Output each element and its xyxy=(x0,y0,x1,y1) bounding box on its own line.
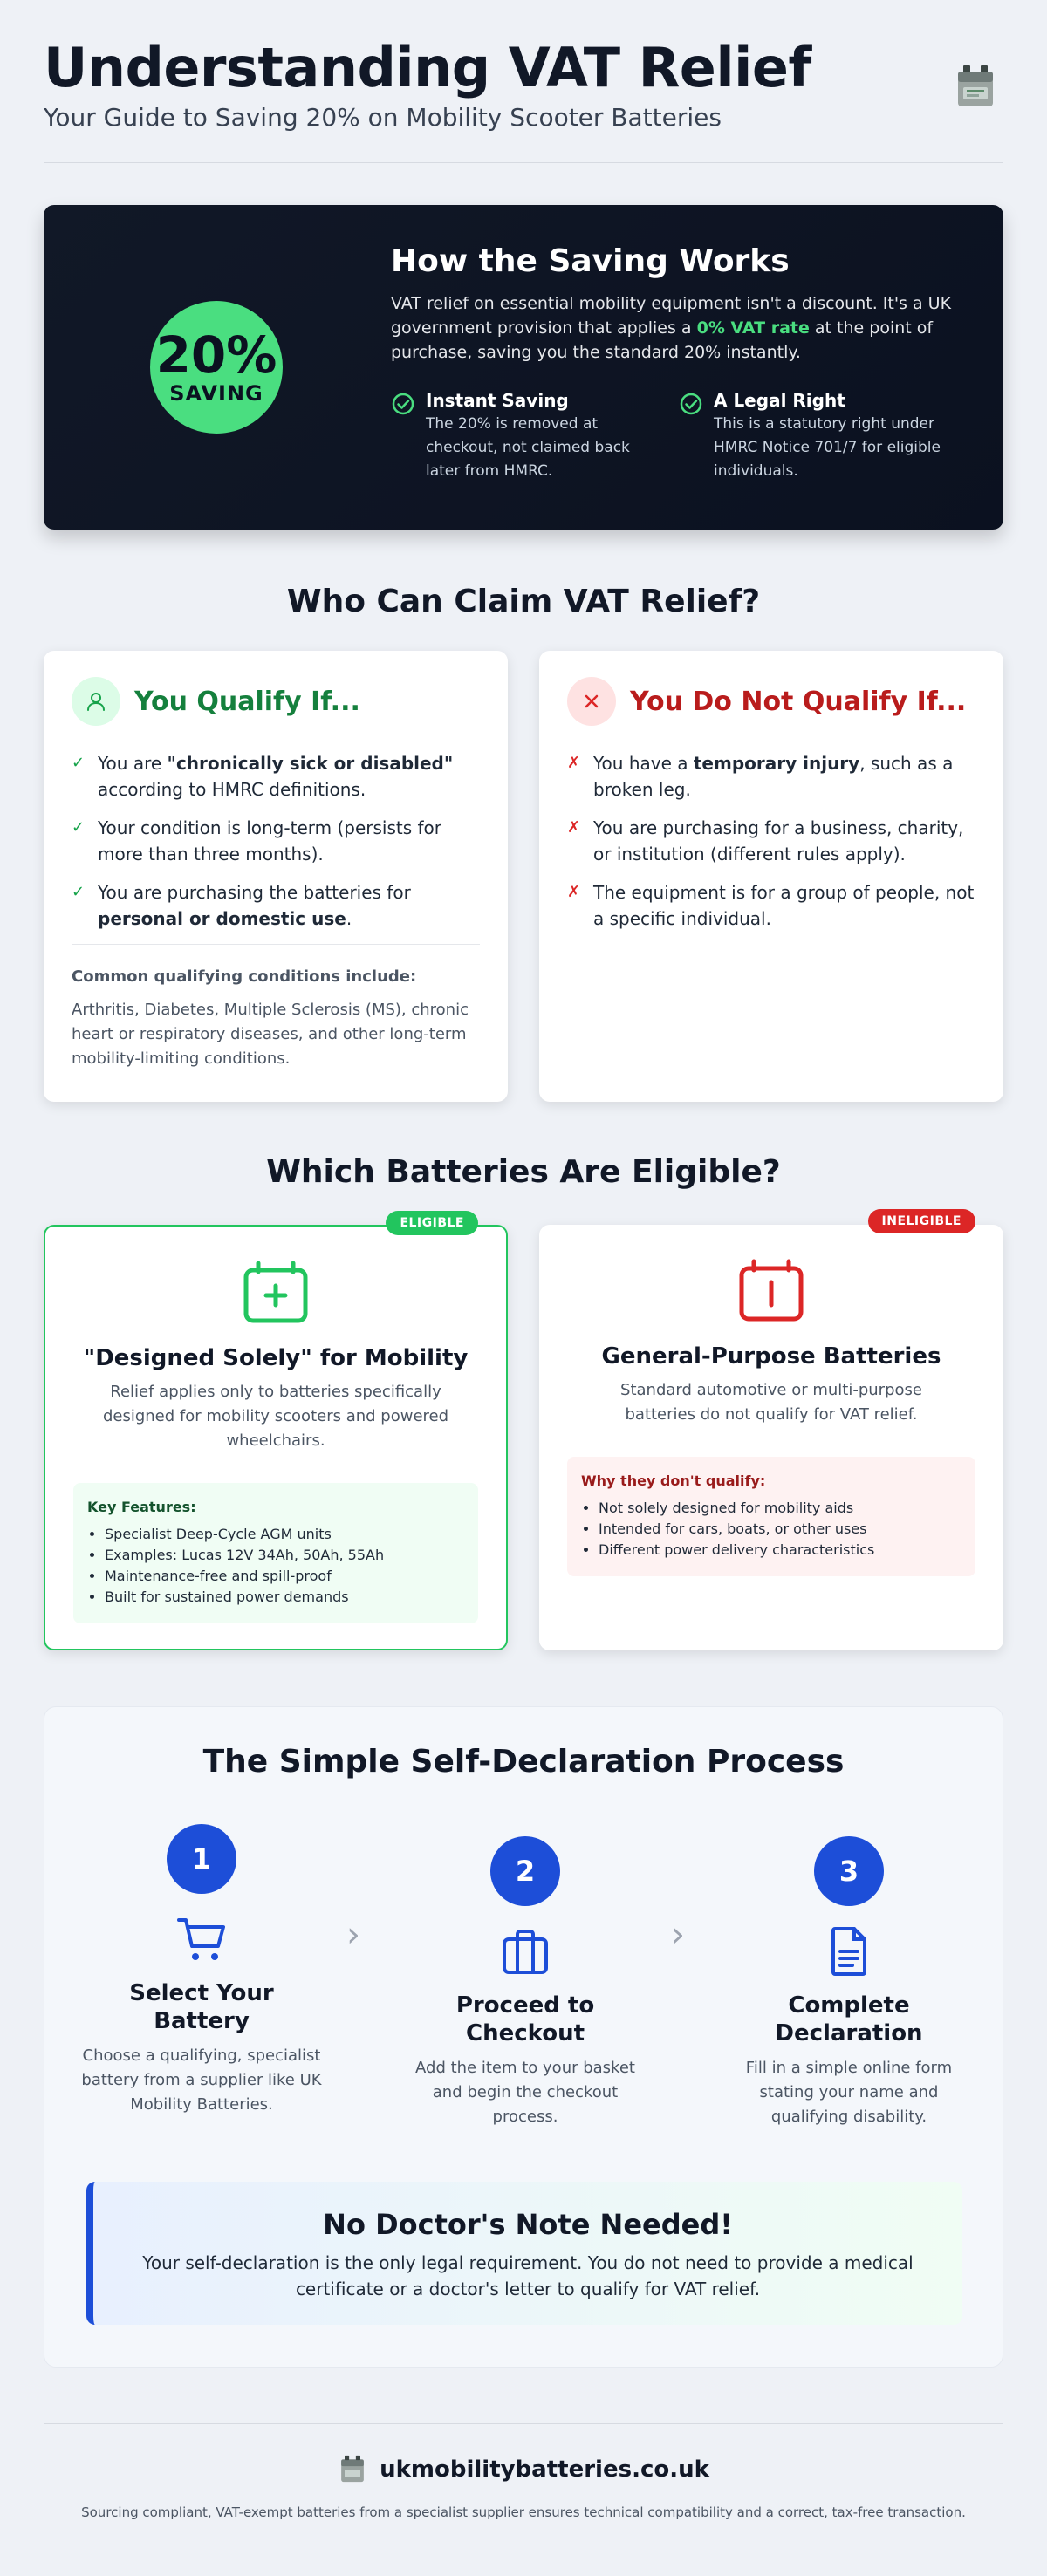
not-qualify-item-text-end: , such as a broken leg. xyxy=(593,753,954,800)
qualify-item-text-end: . xyxy=(346,908,352,929)
battery-logo-icon xyxy=(953,63,998,112)
hero-point-text: This is a statutory right under HMRC Notice 701/7 for eligible individuals. xyxy=(714,415,941,480)
note-title: No Doctor's Note Needed! xyxy=(323,2208,733,2241)
list-item xyxy=(567,879,975,932)
conditions-section xyxy=(72,944,480,1071)
hero-body-end: at the point of purchase, saving you the standard 20% instantly. xyxy=(391,318,934,362)
hero-point-legal xyxy=(679,390,967,483)
step-title: Proceed to Checkout xyxy=(455,1992,595,2046)
check-circle-icon xyxy=(391,392,415,416)
document-icon xyxy=(821,1923,877,1979)
vat-rate-highlight: 0% VAT rate xyxy=(696,318,810,338)
ineligible-battery-card xyxy=(539,1214,1003,1650)
footer-text: Sourcing compliant, VAT-exempt batteries from a specialist supplier ensures technical compatibility and a correct, tax-free transaction. xyxy=(81,2504,966,2520)
page-footer xyxy=(44,2423,1003,2520)
list-item: • Not solely designed for mobility aids xyxy=(599,1498,961,1519)
qualify-list xyxy=(72,750,480,932)
chevron-right-icon: › xyxy=(346,1915,360,1955)
cross-icon: ✗ xyxy=(567,818,581,837)
ineligible-card-desc: Standard automotive or multi-purpose batteries do not qualify for VAT relief. xyxy=(620,1381,922,1424)
hero-title: How the Saving Works xyxy=(391,243,790,279)
battery-plus-icon xyxy=(241,1260,311,1326)
not-qualify-item-bold: temporary injury xyxy=(693,753,860,774)
not-qualify-list xyxy=(567,750,975,932)
battery-cards xyxy=(44,1214,1003,1650)
key-features-box xyxy=(73,1483,478,1623)
close-icon xyxy=(567,677,616,726)
eligible-batteries-title: Which Batteries Are Eligible? xyxy=(266,1154,781,1190)
list-item: • Examples: Lucas 12V 34Ah, 50Ah, 55Ah xyxy=(105,1545,464,1566)
hero-body xyxy=(391,291,993,365)
qualify-card-title: You Qualify If... xyxy=(134,686,360,717)
check-icon: ✓ xyxy=(72,754,86,772)
list-item: • Specialist Deep-Cycle AGM units xyxy=(105,1524,464,1545)
step-text: Add the item to your basket and begin the checkout process. xyxy=(415,2059,635,2126)
check-icon: ✓ xyxy=(72,883,86,901)
list-item xyxy=(567,750,975,803)
process-title: The Simple Self-Declaration Process xyxy=(202,1744,845,1780)
user-icon xyxy=(72,677,120,726)
qualify-item-text-end: according to HMRC definitions. xyxy=(98,779,366,800)
list-item xyxy=(72,879,480,932)
ineligible-reasons-title: Why they don't qualify: xyxy=(581,1472,766,1489)
footer-brand xyxy=(44,2454,1003,2485)
page-header xyxy=(44,0,1003,163)
note-text: Your self-declaration is the only legal requirement. You do not need to provide a medical certificate or a doctor's letter to qualify for VAT relief. xyxy=(142,2252,914,2299)
step-number: 2 xyxy=(490,1836,560,1906)
battery-logo-icon xyxy=(338,2454,367,2485)
conditions-title: Common qualifying conditions include: xyxy=(72,967,417,986)
saving-badge xyxy=(150,301,283,434)
eligible-card-title: "Designed Solely" for Mobility xyxy=(83,1345,469,1371)
ineligible-card-title: General-Purpose Batteries xyxy=(601,1343,941,1370)
saving-badge-label: SAVING xyxy=(169,381,263,406)
list-item: • Intended for cars, boats, or other uses xyxy=(599,1519,961,1540)
not-qualify-card xyxy=(539,651,1003,1102)
hero-point-text: The 20% is removed at checkout, not claimed back later from HMRC. xyxy=(426,415,630,480)
hero-point-title: A Legal Right xyxy=(714,390,845,411)
hero-point-title: Instant Saving xyxy=(426,390,569,411)
list-item: • Built for sustained power demands xyxy=(105,1587,464,1608)
step-title: Select Your Battery xyxy=(129,1980,274,2034)
not-qualify-card-title: You Do Not Qualify If... xyxy=(630,686,967,717)
key-features-title: Key Features: xyxy=(87,1499,196,1515)
hero-points xyxy=(391,390,993,483)
footer-brand-name: ukmobilitybatteries.co.uk xyxy=(380,2456,709,2483)
no-doctor-note-callout xyxy=(86,2182,962,2325)
step-title: Complete Declaration xyxy=(775,1992,923,2046)
check-icon: ✓ xyxy=(72,818,86,837)
eligible-badge: ELIGIBLE xyxy=(386,1211,478,1235)
qualify-item-text: Your condition is long-term (persists for more than three months). xyxy=(98,817,441,864)
list-item xyxy=(72,750,480,803)
saving-hero-panel xyxy=(44,205,1003,530)
cross-icon: ✗ xyxy=(567,754,581,772)
eligible-card-desc: Relief applies only to batteries specifically designed for mobility scooters and powered wheelchairs. xyxy=(102,1383,449,1450)
who-can-claim-title: Who Can Claim VAT Relief? xyxy=(286,584,761,619)
ineligible-reasons-box xyxy=(567,1457,975,1576)
step-number: 1 xyxy=(167,1824,236,1894)
conditions-text: Arthritis, Diabetes, Multiple Sclerosis (MS), chronic heart or respiratory diseases, and other long-term mobility-limiting conditions. xyxy=(72,1001,469,1068)
key-features-list xyxy=(87,1524,464,1608)
briefcase-icon xyxy=(497,1923,553,1979)
page-title: Understanding VAT Relief xyxy=(44,36,811,99)
qualify-card-header xyxy=(72,677,480,726)
list-item xyxy=(72,815,480,867)
eligible-battery-card xyxy=(44,1216,508,1650)
chevron-right-icon: › xyxy=(671,1915,685,1955)
not-qualify-item-text: You are purchasing for a business, charity, or institution (different rules apply). xyxy=(593,817,964,864)
check-circle-icon xyxy=(679,392,703,416)
step-3 xyxy=(727,1836,971,2129)
list-item: • Different power delivery characteristics xyxy=(599,1540,961,1561)
not-qualify-item-text: The equipment is for a group of people, not a specific individual. xyxy=(593,882,975,929)
ineligible-reasons-list xyxy=(581,1498,961,1561)
not-qualify-item-text: You have a xyxy=(593,753,694,774)
self-declaration-process xyxy=(44,1706,1003,2368)
qualify-item-bold: personal or domestic use xyxy=(98,908,346,929)
step-text: Fill in a simple online form stating your name and qualifying disability. xyxy=(745,2059,953,2126)
list-item xyxy=(567,815,975,867)
qualify-item-text: You are purchasing the batteries for xyxy=(98,882,411,903)
qualify-card xyxy=(44,651,508,1102)
qualify-item-bold: "chronically sick or disabled" xyxy=(167,753,454,774)
not-qualify-card-header xyxy=(567,677,975,726)
hero-body-start: VAT relief on essential mobility equipment isn't a discount. It's a UK government provision that applies a xyxy=(391,294,952,338)
battery-alert-icon xyxy=(736,1258,806,1324)
step-text: Choose a qualifying, specialist battery from a supplier like UK Mobility Batteries. xyxy=(81,2046,322,2114)
hero-text xyxy=(391,243,993,365)
ineligible-badge: INELIGIBLE xyxy=(868,1209,975,1233)
step-1 xyxy=(79,1824,324,2117)
saving-badge-value: 20% xyxy=(155,325,277,385)
step-2 xyxy=(403,1836,647,2129)
qualify-item-text: You are xyxy=(98,753,168,774)
cross-icon: ✗ xyxy=(567,883,581,901)
page-subtitle: Your Guide to Saving 20% on Mobility Scooter Batteries xyxy=(44,103,722,132)
step-number: 3 xyxy=(814,1836,884,1906)
shopping-cart-icon xyxy=(174,1911,229,1967)
hero-point-instant xyxy=(391,390,679,483)
qualify-cards xyxy=(44,651,1003,1102)
list-item: • Maintenance-free and spill-proof xyxy=(105,1566,464,1587)
